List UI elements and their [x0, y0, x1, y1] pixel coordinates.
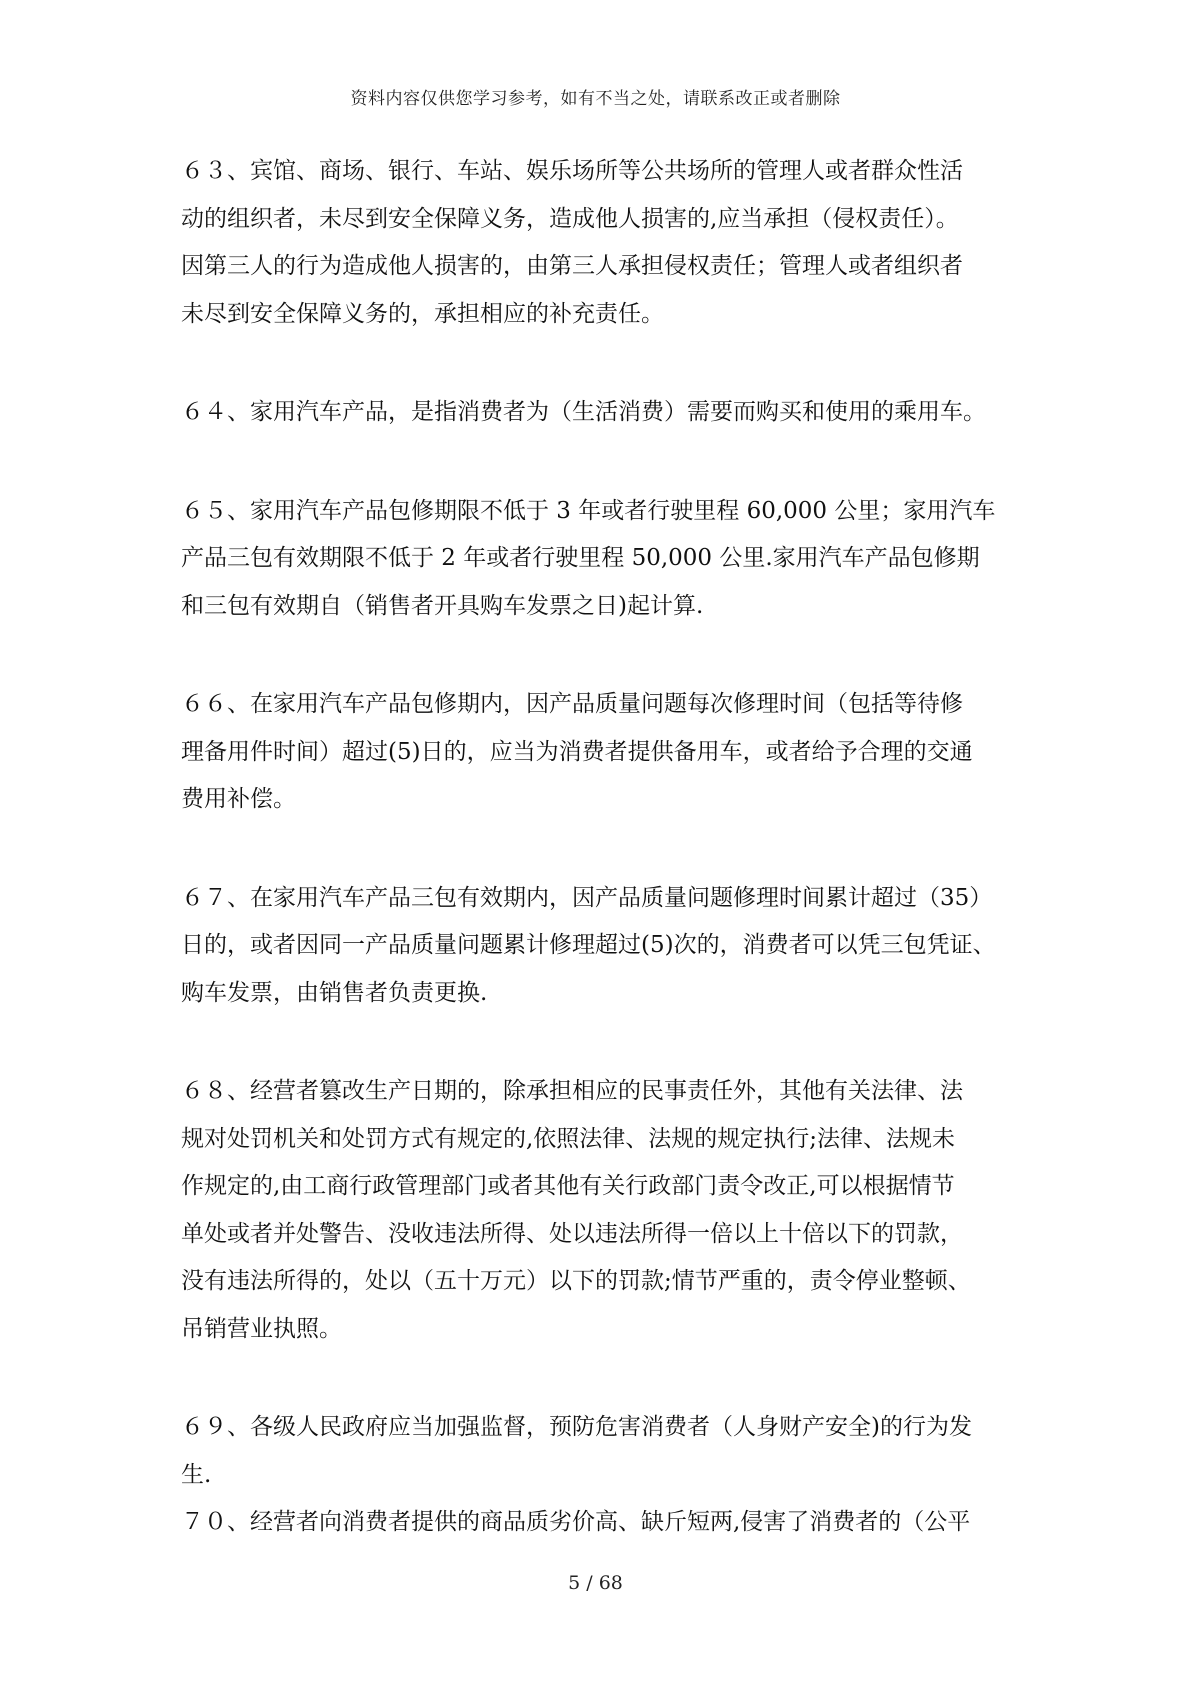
text-line: ６５、家用汽车产品包修期限不低于 3 年或者行驶里程 60,000 公里；家用汽车 — [181, 497, 996, 524]
text-line: 未尽到安全保障义务的，承担相应的补充责任。 — [181, 300, 664, 327]
page-number: 5 / 68 — [568, 1572, 623, 1594]
text-line: 动的组织者，未尽到安全保障义务，造成他人损害的,应当承担（侵权责任）。 — [181, 205, 959, 232]
text-line: 理备用件时间）超过(5)日的，应当为消费者提供备用车，或者给予合理的交通 — [181, 738, 973, 765]
document-body — [181, 148, 1013, 1547]
text-line: ６８、经营者篡改生产日期的，除承担相应的民事责任外，其他有关法律、法 — [181, 1078, 963, 1104]
page-header-notice: 资料内容仅供您学习参考，如有不当之处，请联系改正或者删除 — [350, 89, 841, 109]
text-line: 费用补偿。 — [181, 786, 296, 812]
text-line: 产品三包有效期限不低于 2 年或者行驶里程 50,000 公里.家用汽车产品包修期 — [181, 545, 980, 571]
paragraph-68 — [181, 1068, 1013, 1353]
paragraph-65 — [181, 488, 1013, 631]
text-line: ６３、宾馆、商场、银行、车站、娱乐场所等公共场所的管理人或者群众性活 — [181, 158, 963, 184]
text-line: ６９、各级人民政府应当加强监督，预防危害消费者（人身财产安全)的行为发 — [181, 1414, 972, 1440]
text-line: ６７、在家用汽车产品三包有效期内，因产品质量问题修理时间累计超过（35） — [181, 884, 993, 911]
text-line: 购车发票，由销售者负责更换. — [181, 979, 488, 1006]
paragraph-67 — [181, 875, 1013, 1018]
paragraph-66 — [181, 681, 1013, 824]
text-line: ７０、经营者向消费者提供的商品质劣价高、缺斤短两,侵害了消费者的（公平 — [181, 1509, 971, 1535]
text-line: 日的，或者因同一产品质量问题累计修理超过(5)次的，消费者可以凭三包凭证、 — [181, 932, 996, 958]
text-line: 和三包有效期自（销售者开具购车发票之日)起计算. — [181, 592, 704, 619]
text-line: 规对处罚机关和处罚方式有规定的,依照法律、法规的规定执行;法律、法规未 — [181, 1125, 956, 1152]
text-line: 因第三人的行为造成他人损害的，由第三人承担侵权责任；管理人或者组织者 — [181, 253, 963, 279]
text-line: ６４、家用汽车产品，是指消费者为（生活消费）需要而购买和使用的乘用车。 — [181, 399, 986, 425]
paragraph-70 — [181, 1499, 1013, 1547]
text-line: 生. — [181, 1461, 212, 1488]
paragraph-64 — [181, 389, 1013, 437]
text-line: 作规定的,由工商行政管理部门或者其他有关行政部门责令改正,可以根据情节 — [181, 1173, 955, 1199]
text-line: 单处或者并处警告、没收违法所得、处以违法所得一倍以上十倍以下的罚款， — [181, 1220, 963, 1247]
text-line: 吊销营业执照。 — [181, 1315, 342, 1342]
paragraph-69 — [181, 1404, 1013, 1499]
text-line: 没有违法所得的，处以（五十万元）以下的罚款;情节严重的，责令停业整顿、 — [181, 1268, 971, 1294]
paragraph-63 — [181, 148, 1013, 338]
text-line: ６６、在家用汽车产品包修期内，因产品质量问题每次修理时间（包括等待修 — [181, 691, 963, 717]
